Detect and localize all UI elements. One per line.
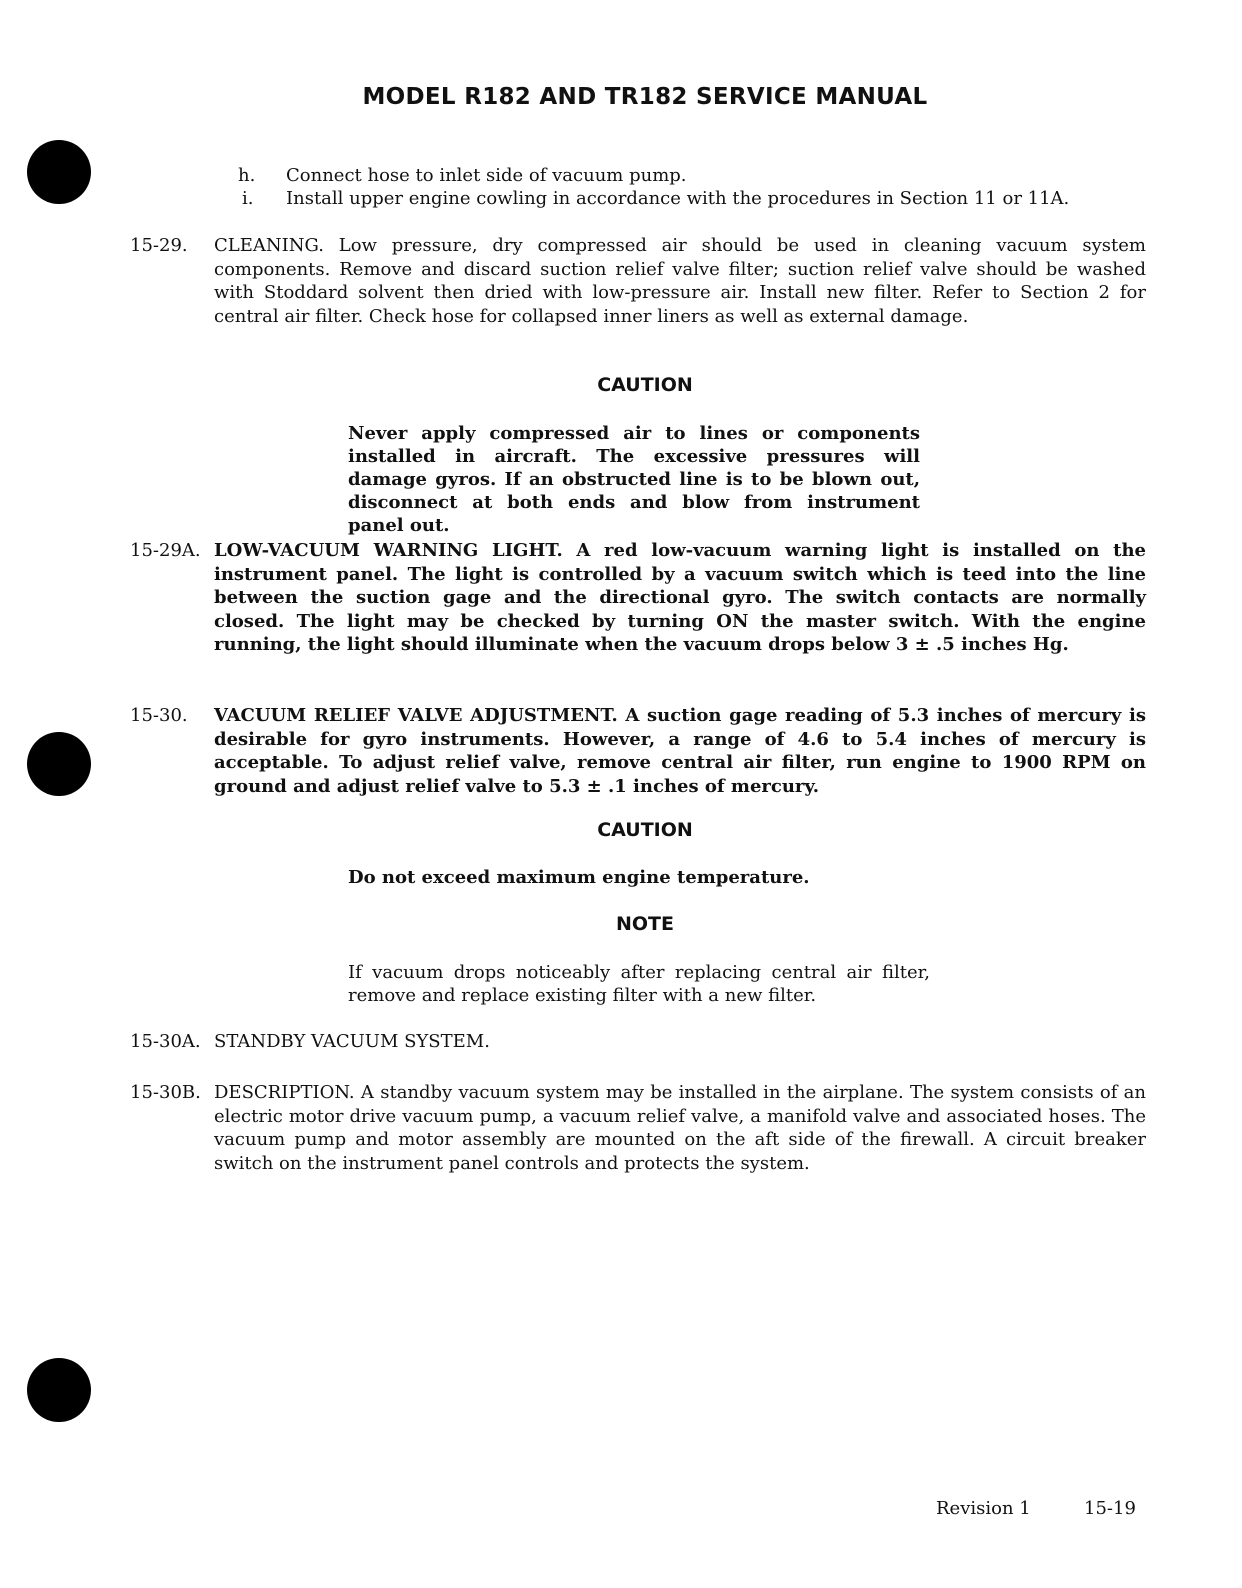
section-low-vacuum [130, 539, 1146, 657]
binder-hole-top [27, 140, 91, 204]
caution-text: Never apply compressed air to lines or components installed in aircraft. The excessive pressures will damage gyros. If an obstructed line is to be blown out, disconnect at both ends and blow from instrument panel out. [348, 423, 920, 536]
note-heading: NOTE [616, 913, 674, 935]
step-i-mark: i. [242, 188, 254, 209]
section-number: 15-30A. [130, 1031, 201, 1052]
section-number: 15-30B. [130, 1082, 201, 1103]
step-h-text: Connect hose to inlet side of vacuum pump. [286, 165, 687, 186]
step-h-mark: h. [238, 165, 256, 186]
caution-text: Do not exceed maximum engine temperature. [348, 867, 810, 888]
binder-hole-middle [27, 732, 91, 796]
page-title: MODEL R182 AND TR182 SERVICE MANUAL [362, 84, 928, 110]
section-description [130, 1081, 1146, 1175]
section-text: VACUUM RELIEF VALVE ADJUSTMENT. A suction gage reading of 5.3 inches of mercury is desirable for gyro instruments. However, a range of 4.6 to 5.4 inches of mercury is acceptable. To adjust relief valve, remove central air filter, run engine to 1900 RPM on ground and adjust relief valve to 5.3 ± .1 inches of mercury. [214, 705, 1146, 797]
caution-heading: CAUTION [597, 374, 693, 396]
section-standby [130, 1030, 1146, 1054]
binder-hole-bottom [27, 1358, 91, 1422]
section-text: DESCRIPTION. A standby vacuum system may be installed in the airplane. The system consists of an electric motor drive vacuum pump, a vacuum relief valve, a manifold valve and associated hoses. The vacuum pump and motor assembly are mounted on the aft side of the firewall. A circuit breaker switch on the instrument panel controls and protects the system. [214, 1082, 1146, 1174]
note-text: If vacuum drops noticeably after replacing central air filter, remove and replace existing filter with a new filter. [348, 962, 930, 1006]
section-number: 15-30. [130, 705, 188, 726]
footer-revision: Revision 1 [936, 1498, 1031, 1519]
section-number: 15-29A. [130, 540, 201, 561]
section-text: STANDBY VACUUM SYSTEM. [214, 1031, 490, 1052]
step-i-text: Install upper engine cowling in accordance with the procedures in Section 11 or 11A. [286, 188, 1070, 209]
section-cleaning [130, 234, 1146, 328]
section-text: CLEANING. Low pressure, dry compressed air should be used in cleaning vacuum system components. Remove and discard suction relief valve filter; suction relief valve should be washed with Stoddard solvent then dried with low-pressure air. Install new filter. Refer to Section 2 for central air filter. Check hose for collapsed inner liners as well as external damage. [214, 235, 1146, 327]
section-relief-valve [130, 704, 1146, 798]
section-text: LOW-VACUUM WARNING LIGHT. A red low-vacuum warning light is installed on the instrument panel. The light is controlled by a vacuum switch which is teed into the line between the suction gage and the directional gyro. The switch contacts are normally closed. The light may be checked by turning ON the master switch. With the engine running, the light should illuminate when the vacuum drops below 3 ± .5 inches Hg. [214, 540, 1146, 655]
caution-heading: CAUTION [597, 819, 693, 841]
section-number: 15-29. [130, 235, 188, 256]
footer-page-number: 15-19 [1084, 1498, 1136, 1519]
